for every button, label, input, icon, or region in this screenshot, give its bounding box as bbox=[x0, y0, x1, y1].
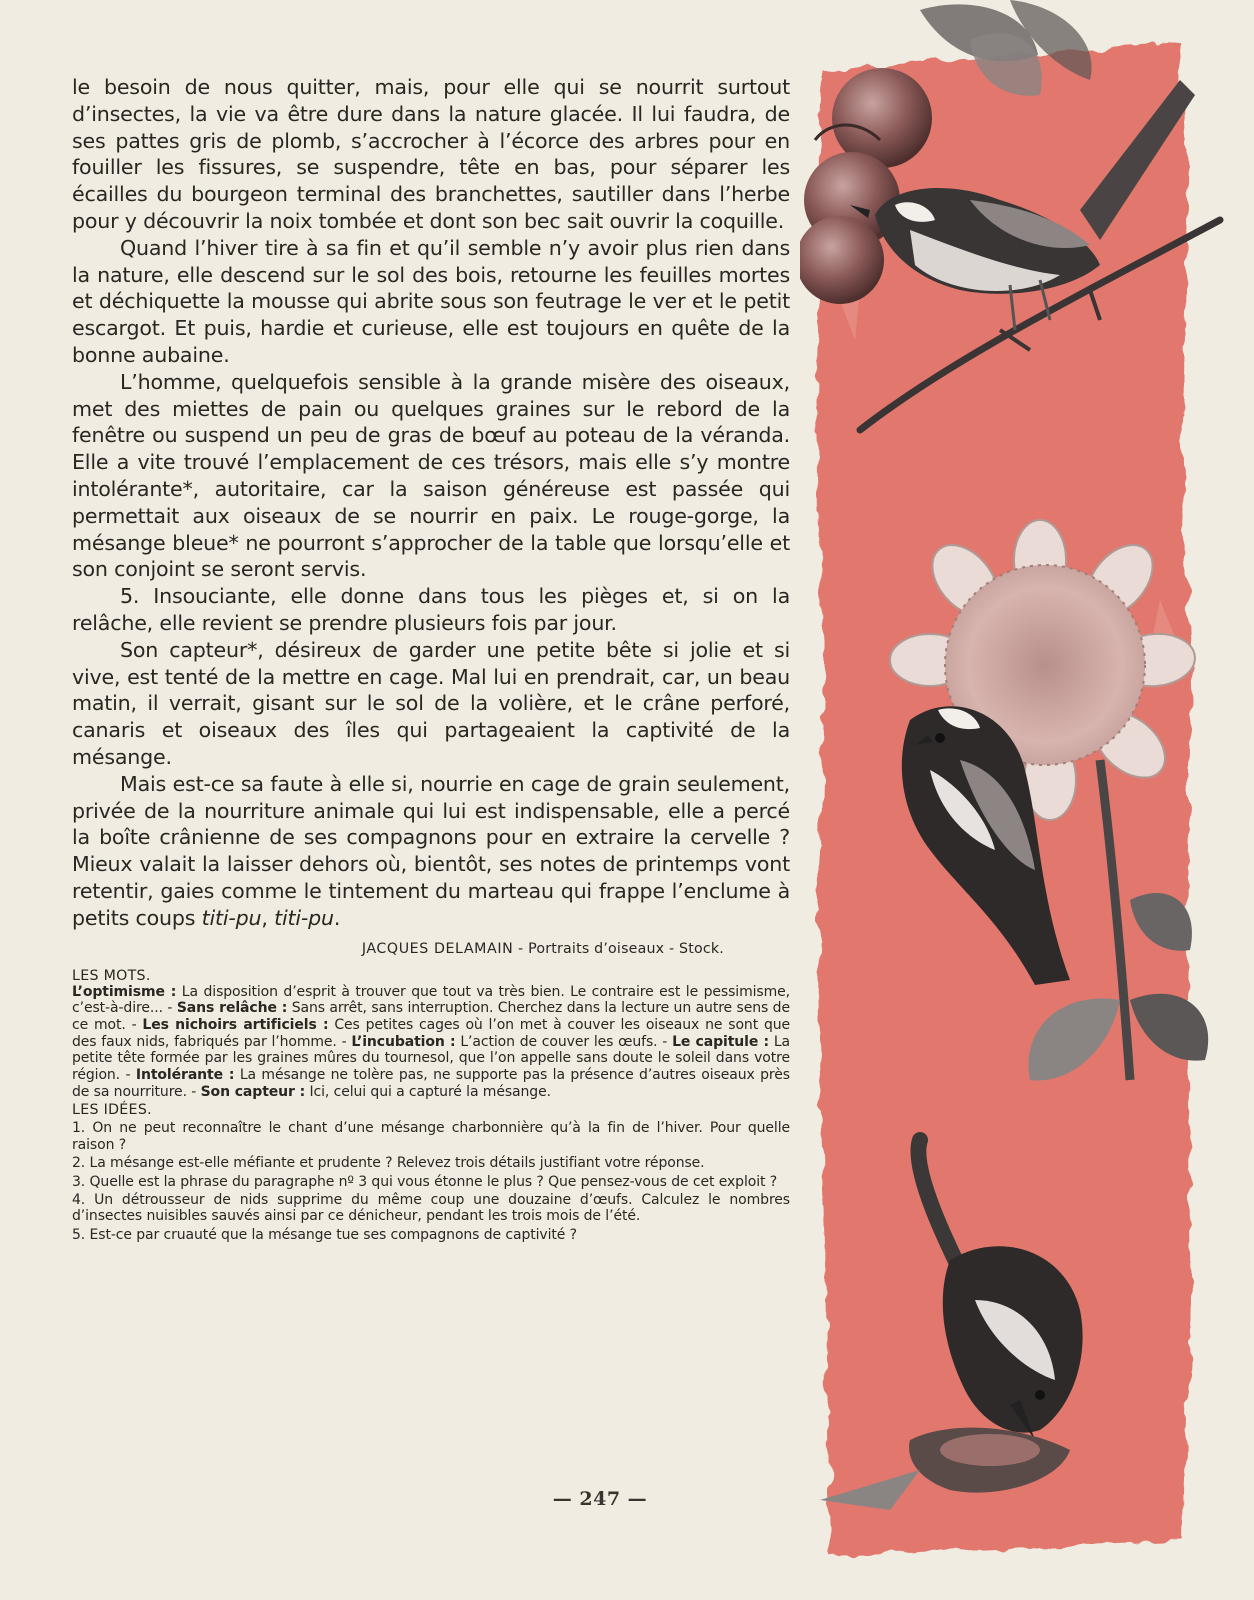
paragraph-1: le besoin de nous quitter, mais, pour elle qui se nourrit surtout d’insectes, la vie va être dure dans la nature glacée. Il lui faudra, de ses pattes gris de plomb, s’accrocher à l’écorce des arbres pour en fouiller les fissures, se suspendre, tête en bas, pour séparer les écailles du bourgeon terminal des branchettes, sautiller dans l’herbe pour y découvrir la noix tombée et dont son bec sait ouvrir la coquille. bbox=[72, 75, 790, 233]
paragraph-6: Mais est-ce sa faute à elle si, nourrie en cage de grain seulement, privée de la nourriture animale qui lui est indispensable, elle a percé la boîte crânienne de ses compagnons pour en extraire la cervelle ? Mieux valait la laisser dehors où, bientôt, ses notes de printemps vont retentir, gaies comme le tintement du marteau qui frappe l’enclume à petits coups titi-pu, titi-pu. bbox=[72, 771, 790, 930]
gloss-term: L’optimisme : bbox=[72, 983, 177, 1000]
gloss-term: Son capteur : bbox=[200, 1083, 306, 1100]
onomatopoeia-2: titi-pu bbox=[274, 905, 334, 930]
gloss-term: Le capitule : bbox=[672, 1033, 770, 1050]
credit-author: JACQUES DELAMAIN bbox=[361, 940, 514, 957]
gloss-term: Intolérante : bbox=[135, 1067, 235, 1084]
bird-illustration bbox=[800, 0, 1254, 1600]
source-credit bbox=[72, 940, 790, 958]
question-item: 1. On ne peut reconnaître le chant d’une mésange charbonnière qu’à la fin de l’hiver. Pour quelle raison ? bbox=[72, 1120, 790, 1153]
paragraph-6-text: Mais est-ce sa faute à elle si, nourrie en cage de grain seulement, privée de la nourriture animale qui lui est indispensable, elle a percé la boîte crânienne de ses compagnons pour en extraire la cervelle ? Mieux valait la laisser dehors où, bientôt, ses notes de printemps vont retentir, gaies comme le tintement du marteau qui frappe l’enclume à petits coups bbox=[72, 771, 790, 930]
paragraph-5: Son capteur*, désireux de garder une petite bête si jolie et si vive, est tenté de la mettre en cage. Mal lui en prendrait, car, un beau matin, il verrait, gisant sur le sol de la volière, et le crâne perforé, canaris et oiseaux des îles qui partageaient la captivité de la mésange. bbox=[72, 637, 790, 769]
paragraph-2: Quand l’hiver tire à sa fin et qu’il semble n’y avoir plus rien dans la nature, elle descend sur le sol des bois, retourne les feuilles mortes et déchiquette la mousse qui abrite sous son feutrage le ver et le petit escargot. Et puis, hardie et curieuse, elle est toujours en quête de la bonne aubaine. bbox=[72, 235, 790, 367]
paragraph-3: L’homme, quelquefois sensible à la grande misère des oiseaux, met des miettes de pain ou quelques graines sur le rebord de la fenêtre ou suspend un peu de gras de bœuf au poteau de la véranda. Elle a vite trouvé l’emplacement de ces trésors, mais elle s’y montre intolérante*, autoritaire, car la saison généreuse est passée qui permettait aux oiseaux de se nourrir en paix. Le rouge-gorge, la mésange bleue* ne pourront s’approcher de la table que lorsqu’elle et son conjoint se seront servis. bbox=[72, 369, 790, 582]
paragraph-4: 5. Insouciante, elle donne dans tous les pièges et, si on la relâche, elle revient se prendre plusieurs fois par jour. bbox=[72, 584, 790, 635]
onomatopoeia-1: titi-pu bbox=[201, 905, 262, 930]
credit-source: - Portraits d’oiseaux - Stock. bbox=[518, 940, 724, 957]
gloss-def: Ici, celui qui a capturé la mésange. bbox=[305, 1083, 551, 1100]
question-list bbox=[72, 1120, 790, 1243]
gloss-def: La disposition d’esprit à trouver que tout va très bien. Le contraire est le pessimisme, c’est-à-dire... - bbox=[72, 983, 790, 1017]
page-number: — 247 — bbox=[552, 1488, 648, 1510]
gloss-def: Sans arrêt, sans interruption. Cherchez dans la lecture un autre sens de ce mot. - bbox=[72, 1000, 790, 1033]
gloss-def: La petite tête formée par les graines mûres du tournesol, que l’on appelle sans doute le soleil dans votre région. - bbox=[72, 1033, 791, 1084]
question-item: 5. Est-ce par cruauté que la mésange tue ses compagnons de captivité ? bbox=[72, 1226, 577, 1243]
gloss-term: Les nichoirs artificiels : bbox=[142, 1016, 329, 1033]
gloss-def: L’action de couver les œufs. - bbox=[455, 1033, 673, 1050]
les-idees-section bbox=[72, 1102, 790, 1243]
question-item: 3. Quelle est la phrase du paragraphe nº 3 qui vous étonne le plus ? Que pensez-vous de cet exploit ? bbox=[72, 1173, 778, 1190]
question-item: 4. Un détrousseur de nids supprime du même coup une douzaine d’œufs. Calculez le nombres d’insectes nuisibles sauvés ainsi par ce dénicheur, pendant les trois mois de l’été. bbox=[72, 1192, 790, 1225]
question-item: 2. La mésange est-elle méfiante et prudente ? Relevez trois détails justifiant votre réponse. bbox=[72, 1155, 705, 1172]
gloss-def: La mésange ne tolère pas, ne supporte pas la présence d’autres oiseaux près de sa nourriture. - bbox=[72, 1067, 790, 1100]
les-mots-title: LES MOTS. bbox=[72, 967, 151, 984]
les-idees-title: LES IDÉES. bbox=[72, 1102, 152, 1119]
gloss-term: Sans relâche : bbox=[176, 1000, 288, 1017]
article-text bbox=[72, 74, 790, 1245]
gloss-def: Ces petites cages où l’on met à couver les oiseaux ne sont que des faux nids, fabriqués par l’homme. - bbox=[72, 1016, 791, 1050]
gloss-term: L’incubation : bbox=[351, 1033, 456, 1050]
les-mots-section bbox=[72, 968, 790, 1101]
glossary bbox=[72, 984, 790, 1101]
